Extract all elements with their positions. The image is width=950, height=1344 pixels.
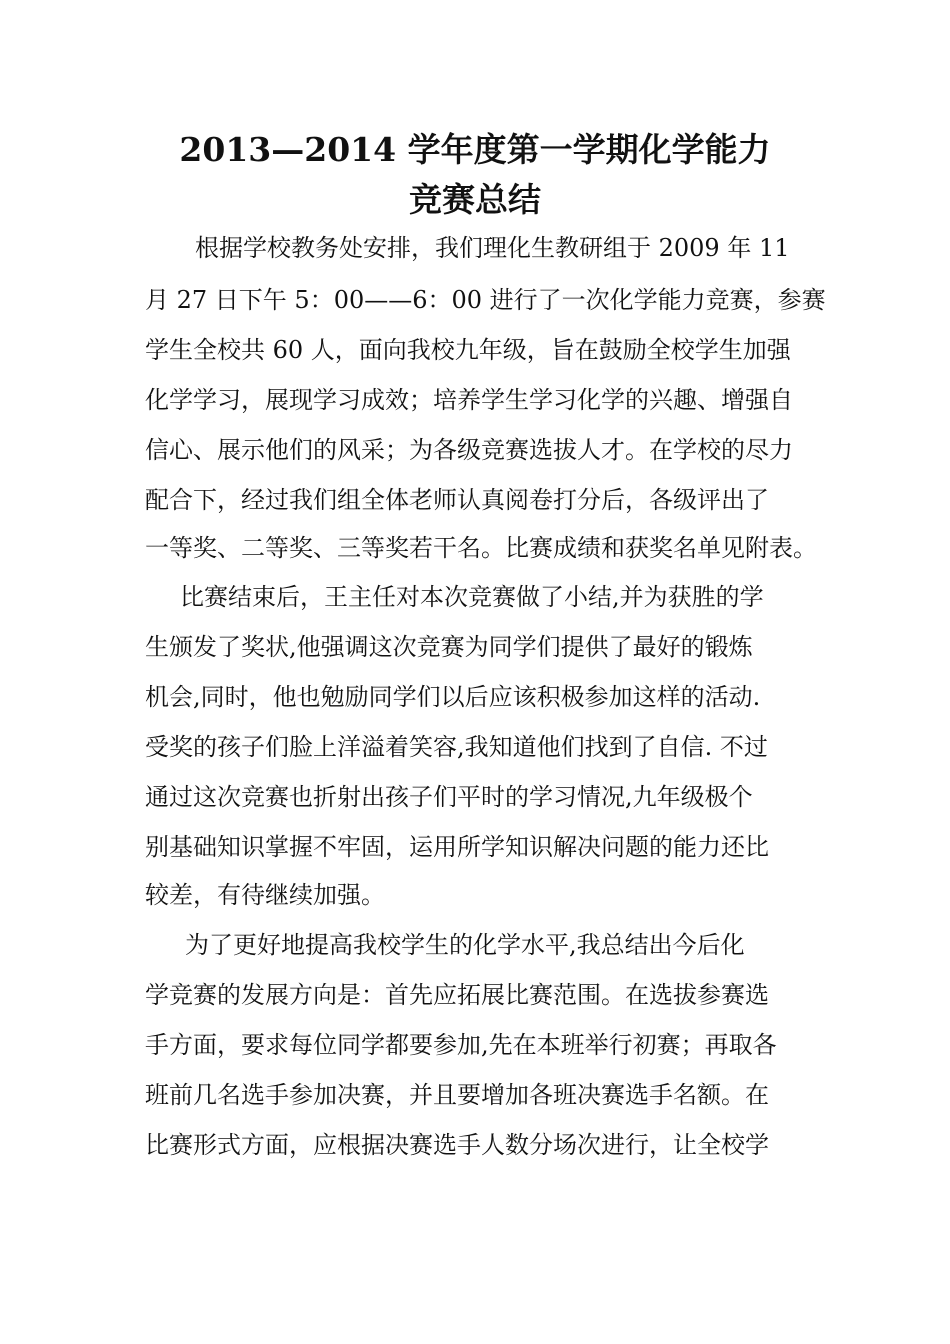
paragraph-2-line-2: 生颁发了奖状,他强调这次竞赛为同学们提供了最好的锻炼: [145, 633, 753, 661]
paragraph-1-line-1: 根据学校教务处安排，我们理化生教研组于 2009 年 11: [195, 234, 790, 262]
document-title-line-1: 2013—2014 学年度第一学期化学能力: [179, 130, 771, 169]
paragraph-1-line-7: 一等奖、二等奖、三等奖若干名。比赛成绩和获奖名单见附表。: [145, 534, 817, 562]
paragraph-2-line-3: 机会,同时，他也勉励同学们以后应该积极参加这样的活动.: [145, 683, 761, 711]
paragraph-3-line-1: 为了更好地提高我校学生的化学水平,我总结出今后化: [185, 931, 745, 959]
paragraph-3-line-2: 学竞赛的发展方向是：首先应拓展比赛范围。在选拔参赛选: [145, 981, 769, 1009]
paragraph-2-line-1: 比赛结束后，王主任对本次竞赛做了小结,并为获胜的学: [180, 583, 764, 611]
paragraph-2-line-7: 较差，有待继续加强。: [145, 881, 385, 909]
paragraph-1-line-3: 学生全校共 60 人，面向我校九年级，旨在鼓励全校学生加强: [145, 336, 791, 364]
document-title-line-2: 竞赛总结: [409, 180, 541, 219]
paragraph-1-line-2: 月 27 日下午 5：00——6：00 进行了一次化学能力竞赛，参赛: [145, 286, 826, 314]
paragraph-2-line-6: 别基础知识掌握不牢固，运用所学知识解决问题的能力还比: [145, 833, 769, 861]
paragraph-3-line-4: 班前几名选手参加决赛，并且要增加各班决赛选手名额。在: [145, 1081, 769, 1109]
paragraph-1-line-6: 配合下，经过我们组全体老师认真阅卷打分后，各级评出了: [145, 486, 769, 514]
paragraph-2-line-5: 通过这次竞赛也折射出孩子们平时的学习情况,九年级极个: [145, 783, 753, 811]
paragraph-1-line-5: 信心、展示他们的风采；为各级竞赛选拔人才。在学校的尽力: [145, 436, 793, 464]
paragraph-3-line-5: 比赛形式方面，应根据决赛选手人数分场次进行，让全校学: [145, 1131, 769, 1159]
paragraph-3-line-3: 手方面，要求每位同学都要参加,先在本班举行初赛；再取各: [145, 1031, 777, 1059]
paragraph-1-line-4: 化学学习，展现学习成效；培养学生学习化学的兴趣、增强自: [145, 386, 793, 414]
paragraph-2-line-4: 受奖的孩子们脸上洋溢着笑容,我知道他们找到了自信. 不过: [145, 733, 768, 761]
